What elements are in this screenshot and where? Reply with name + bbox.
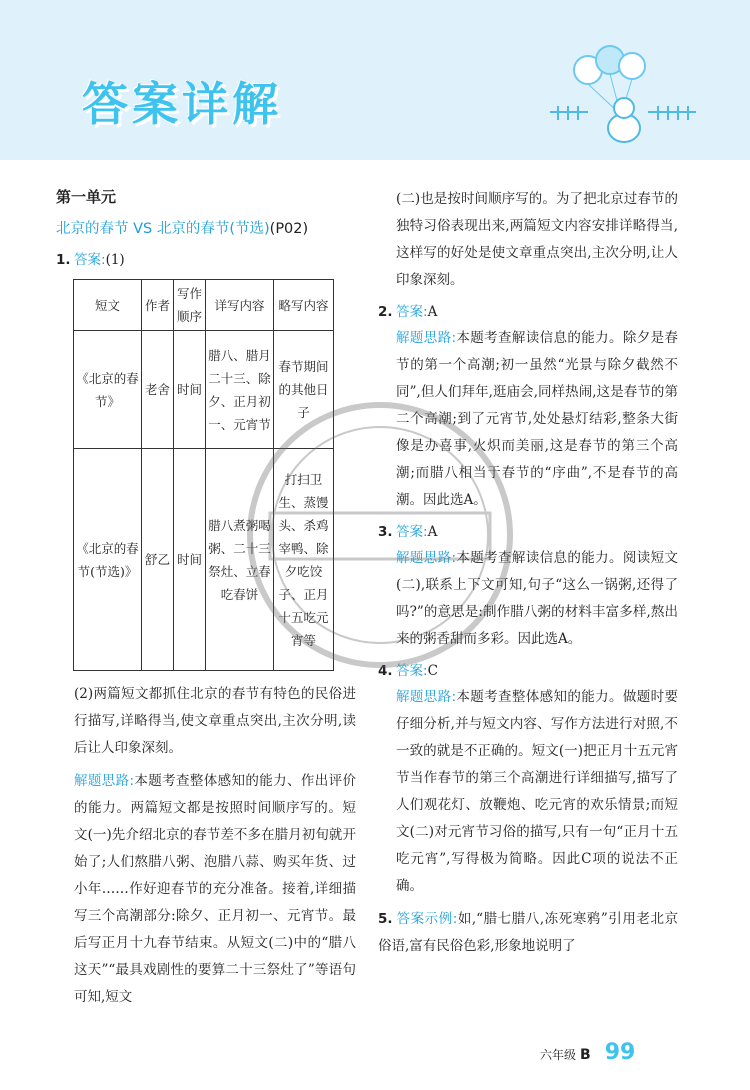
q1-analysis-continuation: (二)也是按时间顺序写的。为了把北京过春节的独特习俗表现出来,两篇短文内容安排详略得当,这样写的好处是使文章重点突出,主次分明,让人印象深刻。 (396, 191, 678, 288)
q2-answer-label: 答案: (396, 304, 428, 320)
q4-analysis-text: 本题考查整体感知的能力。做题时要仔细分析,并与短文内容、写作方法进行对照,不一致的就是不正确的。短文(一)把正月十五元宵节当作春节的第三个高潮进行详细描写,描写了人们观花灯、放鞭炮、吃元宵的欢乐情景;而短文(二)对元宵节习俗的描写,只有一句“正月十五吃元宵”,写得极为简略。因此C项的说法不正确。 (396, 689, 678, 894)
table-cell: 时间 (174, 331, 206, 449)
unit-title: 第一单元 (56, 188, 117, 206)
table-cell: 春节期间的其他日子 (274, 331, 334, 449)
q3-answer-label: 答案: (396, 524, 428, 540)
q1-analysis-text: 本题考查整体感知的能力、作出评价的能力。两篇短文都是按照时间顺序写的。短文(一)先介绍北京的春节差不多在腊月初旬就开始了;人们熬腊八粥、泡腊八蒜、购买年货、过小年……作好迎春节的充分准备。接着,详细描写三个高潮部分:除夕、正月初一、元宵节。最后写正月十九春节结束。从短文(二)中的“腊八这天”“最具戏剧性的要算二十三祭灶了”等语句可知,短文 (74, 773, 356, 1005)
q1-part1-label: (1) (105, 252, 125, 268)
q2-number: 2. (378, 304, 393, 320)
q2-answer: A (427, 304, 438, 320)
article-page-ref: (P02) (269, 221, 309, 237)
page-footer (540, 1040, 635, 1065)
q3-analysis-text: 本题考查解读信息的能力。阅读短文(二),联系上下文可知,句子“这么一锅粥,还得了吗?”的意思是:制作腊八粥的材料丰富多样,熬出来的粥香甜而多彩。因此选A。 (396, 550, 678, 647)
page-title: 答案详解 (82, 77, 282, 131)
table-cell: 腊八煮粥喝粥、二十三祭灶、立春吃春饼 (206, 449, 274, 671)
q3-answer: A (427, 524, 438, 540)
table-cell: 《北京的春节》 (74, 331, 142, 449)
mascot-illustration (548, 40, 698, 148)
article-title (56, 217, 356, 238)
q2-answer-line (378, 300, 678, 325)
table-cell: 时间 (174, 449, 206, 671)
q4-number: 4. (378, 663, 393, 679)
q1-part2-answer: (2)两篇短文都抓住北京的春节有特色的民俗进行描写,详略得当,使文章重点突出,主次分明,读后让人印象深刻。 (74, 686, 356, 756)
stamp-watermark (230, 385, 530, 685)
q5-number: 5. (378, 911, 393, 927)
table-header-cell: 写作顺序 (174, 280, 206, 331)
table-header-cell: 详写内容 (206, 280, 274, 331)
q1-answer-line (56, 248, 356, 273)
q5-answer-line (378, 906, 678, 960)
q1-analysis (56, 768, 356, 1011)
q4-analysis (378, 684, 678, 900)
article-name: 北京的春节 VS 北京的春节(节选) (56, 221, 270, 237)
q4-analysis-label: 解题思路: (396, 689, 457, 705)
q3-number: 3. (378, 524, 393, 540)
q2-analysis-label: 解题思路: (396, 330, 457, 346)
q2-analysis-text: 本题考查解读信息的能力。除夕是春节的第一个高潮;初一虽然“光景与除夕截然不同”,但人们拜年,逛庙会,同样热闹,这是春节的第二个高潮;到了元宵节,处处悬灯结彩,整条大街像是办喜事,火炽而美丽,这是春节的第三个高潮;而腊八相当于春节的“序曲”,不是春节的高潮。因此选A。 (396, 330, 678, 508)
table-header-cell: 略写内容 (274, 280, 334, 331)
table-cell: 老舍 (142, 331, 174, 449)
q1-answer-label: 答案: (74, 252, 106, 268)
q1-number: 1. (56, 252, 71, 268)
table-header-row (74, 280, 334, 331)
footer-page-number: 99 (604, 1040, 636, 1065)
table-header-cell: 短文 (74, 280, 142, 331)
footer-grade: 六年级 (540, 1048, 577, 1062)
table-cell: 打扫卫生、蒸馒头、杀鸡宰鸭、除夕吃饺子、正月十五吃元宵等 (274, 449, 334, 671)
table-cell: 《北京的春节(节选)》 (74, 449, 142, 671)
q1-analysis-label: 解题思路: (74, 773, 135, 789)
table-header-cell: 作者 (142, 280, 174, 331)
table-cell: 舒乙 (142, 449, 174, 671)
table-cell: 腊八、腊月二十三、除夕、正月初一、元宵节 (206, 331, 274, 449)
q3-analysis-label: 解题思路: (396, 550, 457, 566)
q4-answer: C (427, 663, 438, 679)
q5-answer-label: 答案示例: (396, 911, 458, 927)
q4-answer-label: 答案: (396, 663, 428, 679)
q5-answer: 如,“腊七腊八,冻死寒鸦”引用老北京俗语,富有民俗色彩,形象地说明了 (378, 911, 678, 954)
footer-edition: B (580, 1047, 591, 1063)
